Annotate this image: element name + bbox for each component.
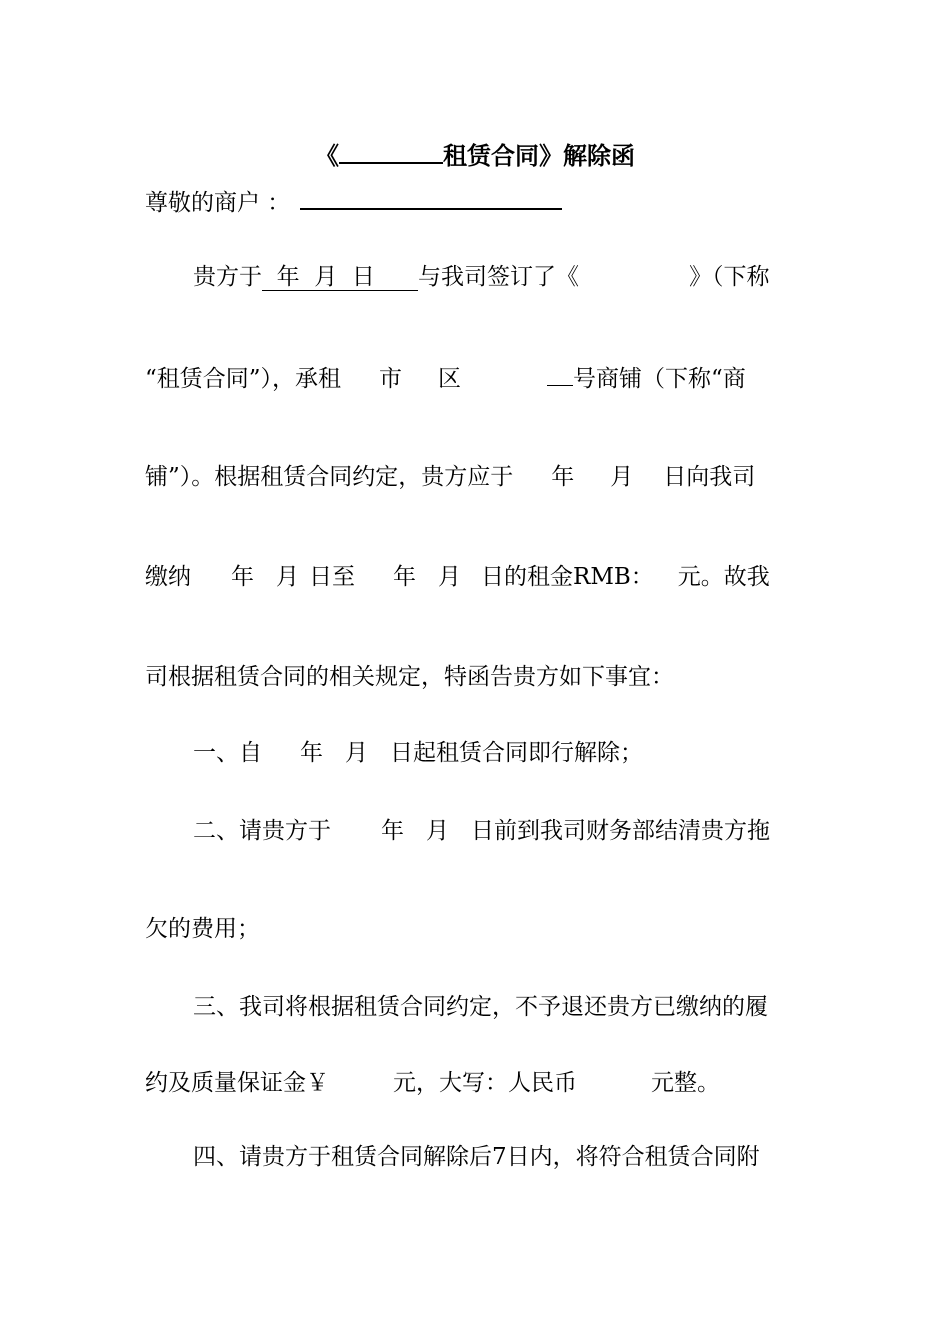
item2-line2	[145, 914, 260, 944]
from-month-label: 月	[276, 564, 299, 590]
district-label: 区	[438, 366, 462, 392]
para1-line1	[193, 262, 770, 292]
title-text: 租赁合同》解除函	[443, 141, 635, 170]
contract-date-text: 年 月 日	[262, 264, 383, 290]
item2-line1	[193, 816, 770, 846]
title-blank	[339, 162, 443, 164]
title-open-bracket: 《	[315, 141, 339, 170]
document-title	[0, 136, 950, 171]
item4-line1	[193, 1142, 760, 1172]
deposit-uppercase-label: 元，大写：人民币	[393, 1070, 577, 1096]
para1-line2	[145, 364, 746, 394]
to-month-label: 月	[438, 564, 461, 590]
item2-year-label: 年	[381, 818, 404, 844]
from-year-label: 年	[231, 564, 254, 590]
from-day-label: 日至	[309, 564, 355, 590]
para1-text-b: 与我司签订了《	[418, 264, 579, 290]
salutation-label: 尊敬的商户 ：	[145, 190, 291, 216]
item3-line1	[193, 992, 768, 1022]
para1-text-e: 号商铺（下称“商	[573, 366, 746, 392]
para1-text-d: “租赁合同”），承租	[145, 366, 342, 392]
item1-text-a: 一、自	[193, 740, 262, 766]
item3-line2	[145, 1068, 720, 1098]
para1-text-i: 元。故我	[677, 564, 770, 590]
item1-month-label: 月	[345, 740, 368, 766]
para1-text-c: 》（下称	[689, 264, 770, 290]
item3-text-b: 元整。	[651, 1070, 720, 1096]
due-month-label: 月	[610, 464, 634, 490]
due-year-label: 年	[551, 464, 575, 490]
para1-text-h: 缴纳	[145, 564, 191, 590]
item2-text-b: 日前到我司财务部结清贵方拖	[471, 818, 770, 844]
salutation	[145, 188, 562, 218]
para1-text-f: 铺”）。根据租赁合同约定，贵方应于	[145, 464, 514, 490]
contract-date-blank	[262, 264, 418, 291]
deposit-amount-label: 约及质量保证金￥	[145, 1070, 329, 1096]
para1-text-a: 贵方于	[193, 264, 262, 290]
to-year-label: 年	[393, 564, 416, 590]
item1-year-label: 年	[300, 740, 323, 766]
para1-line3	[145, 462, 755, 492]
para1-line4	[145, 562, 770, 592]
shop-number-blank	[547, 385, 573, 386]
para1-line5	[145, 662, 674, 692]
city-label: 市	[379, 366, 403, 392]
salutation-blank	[300, 208, 562, 210]
item4-text-a: 四、请贵方于租赁合同解除后7日内，将符合租赁合同附	[193, 1144, 760, 1170]
item2-text-a: 二、请贵方于	[193, 818, 331, 844]
item1-text-b: 日起租赁合同即行解除；	[390, 740, 643, 766]
para1-text-g: 日向我司	[663, 464, 756, 490]
item3-text-a: 三、我司将根据租赁合同约定，不予退还贵方已缴纳的履	[193, 994, 768, 1020]
item2-month-label: 月	[426, 818, 449, 844]
item2-text-c: 欠的费用；	[145, 916, 260, 942]
rent-amount-label: 日的租金RMB：	[481, 564, 654, 590]
para1-text-j: 司根据租赁合同的相关规定，特函告贵方如下事宜：	[145, 664, 674, 690]
item1-line	[193, 738, 643, 768]
